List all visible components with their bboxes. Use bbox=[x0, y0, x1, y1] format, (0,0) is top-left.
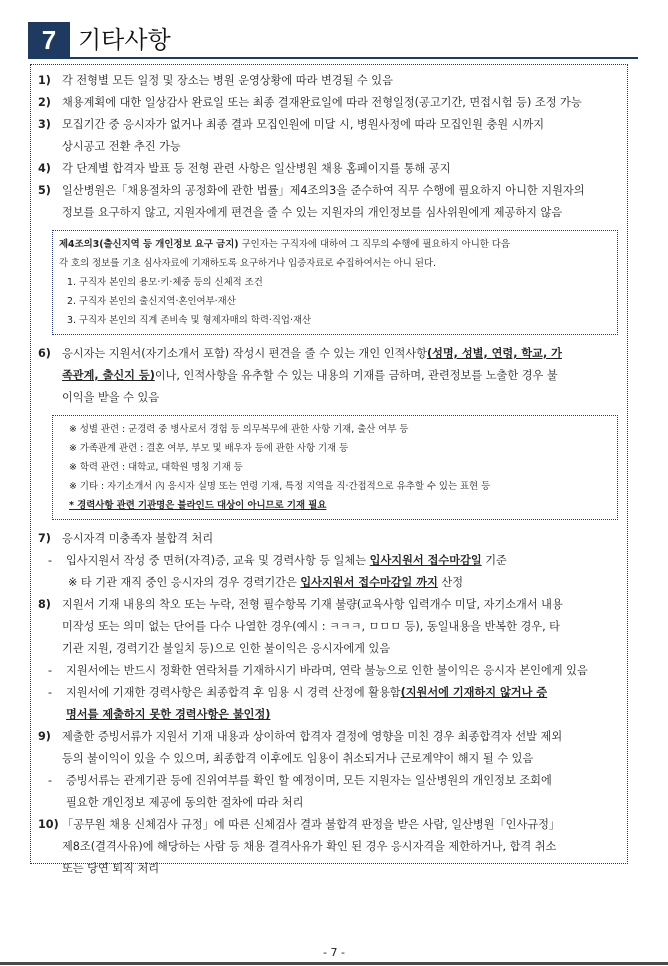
notice-list-item: ※ 가족관계 관련 : 결혼 여부, 부모 및 배우자 등에 관한 사항 기재 등 bbox=[69, 443, 349, 454]
emphasis-text: 입사지원서 접수마감일 bbox=[369, 554, 482, 567]
notice-list-item: ※ 성별 관련 : 군경력 중 병사로서 경험 등 의무복무에 관한 사항 기재, 출산 여부 등 bbox=[69, 424, 409, 435]
dash-mark: - bbox=[48, 664, 53, 677]
item-8 bbox=[38, 594, 626, 660]
item-text: 상시공고 전환 추진 가능 bbox=[62, 140, 181, 153]
emphasis-text: (성명, 성별, 연령, 학교, 가 bbox=[426, 347, 562, 360]
item-text: 또는 당연 퇴직 처리 bbox=[62, 862, 160, 875]
law-article-title: 제4조의3(출신지역 등 개인정보 요구 금지) bbox=[59, 239, 239, 250]
footer-rule bbox=[0, 962, 668, 965]
emphasis-text: (지원서에 기재하지 않거나 증 bbox=[400, 686, 548, 699]
item-number: 10) bbox=[38, 818, 59, 831]
item-text: 이익을 받을 수 있음 bbox=[62, 391, 160, 404]
item-7 bbox=[38, 528, 626, 550]
item-text: 산정 bbox=[437, 576, 464, 589]
item-7-note bbox=[38, 572, 626, 594]
item-number: 4) bbox=[38, 162, 51, 175]
blind-notice-box bbox=[52, 415, 618, 520]
item-text: 지원서 기재 내용의 착오 또는 누락, 전형 필수항목 기재 불량(교육사항 입력개수 미달, 자기소개서 내용 bbox=[62, 598, 563, 611]
item-text: 지원서에 기재한 경력사항은 최종합격 후 임용 시 경력 산정에 활용함 bbox=[66, 686, 401, 699]
header-rule bbox=[28, 57, 638, 59]
item-text: 각 전형별 모든 일정 및 장소는 병원 운영상황에 따라 변경될 수 있음 bbox=[62, 74, 393, 87]
item-text: 등의 불이익이 있을 수 있으며, 최종합격 이후에도 임용이 취소되거나 근로계약이 해지 될 수 있음 bbox=[62, 752, 534, 765]
content bbox=[38, 70, 626, 880]
emphasis-text: 입사지원서 접수마감일 까지 bbox=[300, 576, 438, 589]
item-text: 지원서에는 반드시 정확한 연락처를 기재하시기 바라며, 연락 불능으로 인한 불이익은 응시자 본인에게 있음 bbox=[66, 664, 588, 677]
item-text: 일산병원은「채용절차의 공정화에 관한 법률」제4조의3을 준수하여 직무 수행에 필요하지 아니한 지원자의 bbox=[62, 184, 585, 197]
item-4 bbox=[38, 158, 626, 180]
dash-mark: - bbox=[48, 554, 53, 567]
law-text: 구인자는 구직자에 대하여 그 직무의 수행에 필요하지 아니한 다음 bbox=[238, 239, 510, 250]
item-5 bbox=[38, 180, 626, 224]
item-text: 미작성 또는 의미 없는 단어를 다수 나열한 경우(예시 : ㅋㅋㅋ, ㅁㅁㅁ 등), 동일내용을 반복한 경우, 타 bbox=[62, 620, 560, 633]
item-text: 제출한 증빙서류가 지원서 기재 내용과 상이하여 합격자 결정에 영향을 미친 경우 최종합격자 선발 제외 bbox=[62, 730, 563, 743]
item-9 bbox=[38, 726, 626, 770]
item-text: 입사지원서 작성 중 면허(자격)증, 교육 및 경력사항 등 일체는 bbox=[66, 554, 370, 567]
notice-list-item: ※ 기타 : 자기소개서 內 응시자 실명 또는 연령 기재, 특정 지역을 직·간접적으로 유추할 수 있는 표현 등 bbox=[69, 481, 491, 492]
item-text: ※ 타 기관 재직 중인 응시자의 경우 경력기간은 bbox=[68, 576, 301, 589]
law-list-item: 2. 구직자 본인의 출신지역·혼인여부·재산 bbox=[67, 296, 236, 307]
item-text: 이나, 인적사항을 유추할 수 있는 내용의 기재를 금하며, 관련정보를 노출한 경우 불 bbox=[154, 369, 558, 382]
notice-list-item: ※ 학력 관련 : 대학교, 대학원 명칭 기재 등 bbox=[69, 462, 243, 473]
law-list-item: 3. 구직자 본인의 직계 존비속 및 형제자매의 학력·직업·재산 bbox=[67, 315, 312, 326]
item-7-sub bbox=[38, 550, 626, 572]
law-quote-lead bbox=[59, 235, 609, 254]
item-line bbox=[62, 365, 626, 387]
item-number: 3) bbox=[38, 118, 51, 131]
item-text: 각 단계별 합격자 발표 등 전형 관련 사항은 일산병원 채용 홈페이지를 통해 공지 bbox=[62, 162, 451, 175]
item-number: 5) bbox=[38, 184, 51, 197]
item-text: 정보를 요구하지 않고, 지원자에게 편견을 줄 수 있는 지원자의 개인정보를 심사위원에게 제공하지 않음 bbox=[62, 206, 563, 219]
item-number: 6) bbox=[38, 347, 51, 360]
page-number: - 7 - bbox=[323, 946, 345, 959]
item-text: 증빙서류는 관계기관 등에 진위여부를 확인 할 예정이며, 모든 지원자는 일산병원의 개인정보 조회에 bbox=[66, 774, 552, 787]
item-8-sub bbox=[38, 682, 626, 726]
item-number: 7) bbox=[38, 532, 51, 545]
item-8-sub bbox=[38, 660, 626, 682]
item-text: 기준 bbox=[481, 554, 507, 567]
item-10 bbox=[38, 814, 626, 880]
section-header bbox=[28, 22, 648, 58]
item-text: 채용계획에 대한 일상감사 완료일 또는 최종 결재완료일에 따라 전형일정(공고기간, 면접시험 등) 조정 가능 bbox=[62, 96, 582, 109]
emphasis-text: 족관계, 출신지 등) bbox=[62, 369, 155, 382]
item-number: 1) bbox=[38, 74, 51, 87]
item-text: 필요한 개인정보 제공에 동의한 절차에 따라 처리 bbox=[66, 796, 304, 809]
law-quote-box bbox=[52, 230, 618, 335]
item-text: 모집기간 중 응시자가 없거나 최종 결과 모집인원에 미달 시, 병원사정에 따라 모집인원 충원 시까지 bbox=[62, 118, 545, 131]
law-list-item: 1. 구직자 본인의 용모·키·체중 등의 신체적 조건 bbox=[67, 277, 263, 288]
item-line bbox=[62, 343, 626, 365]
item-text: 「공무원 채용 신체검사 규정」에 따른 신체검사 결과 불합격 판정을 받은 사람, 일산병원「인사규정」 bbox=[62, 818, 561, 831]
item-text: 제8조(결격사유)에 해당하는 사람 등 채용 결격사유가 확인 된 경우 응시자격을 제한하거나, 합격 취소 bbox=[62, 840, 557, 853]
item-number: 2) bbox=[38, 96, 51, 109]
item-text: 기관 지원, 경력기간 불일치 등)으로 인한 불이익은 응시자에게 있음 bbox=[62, 642, 391, 655]
item-3 bbox=[38, 114, 626, 158]
item-line bbox=[66, 682, 626, 704]
item-number: 8) bbox=[38, 598, 51, 611]
section-number-badge: 7 bbox=[28, 22, 70, 58]
item-1 bbox=[38, 70, 626, 92]
section-title: 기타사항 bbox=[78, 26, 171, 54]
notice-emphasis: * 경력사항 관련 기관명은 블라인드 대상이 아니므로 기재 필요 bbox=[69, 500, 327, 511]
item-text: 응시자격 미충족자 불합격 처리 bbox=[62, 532, 214, 545]
item-9-sub bbox=[38, 770, 626, 814]
dash-mark: - bbox=[48, 686, 53, 699]
item-6 bbox=[38, 343, 626, 409]
emphasis-text: 명서를 제출하지 못한 경력사항은 불인정) bbox=[66, 708, 271, 721]
item-number: 9) bbox=[38, 730, 51, 743]
item-text: 응시자는 지원서(자기소개서 포함) 작성시 편견을 줄 수 있는 개인 인적사항 bbox=[62, 347, 427, 360]
item-2 bbox=[38, 92, 626, 114]
dash-mark: - bbox=[48, 774, 53, 787]
law-text: 각 호의 정보를 기초 심사자료에 기재하도록 요구하거나 입증자료로 수집하여서는 아니 된다. bbox=[59, 258, 436, 269]
